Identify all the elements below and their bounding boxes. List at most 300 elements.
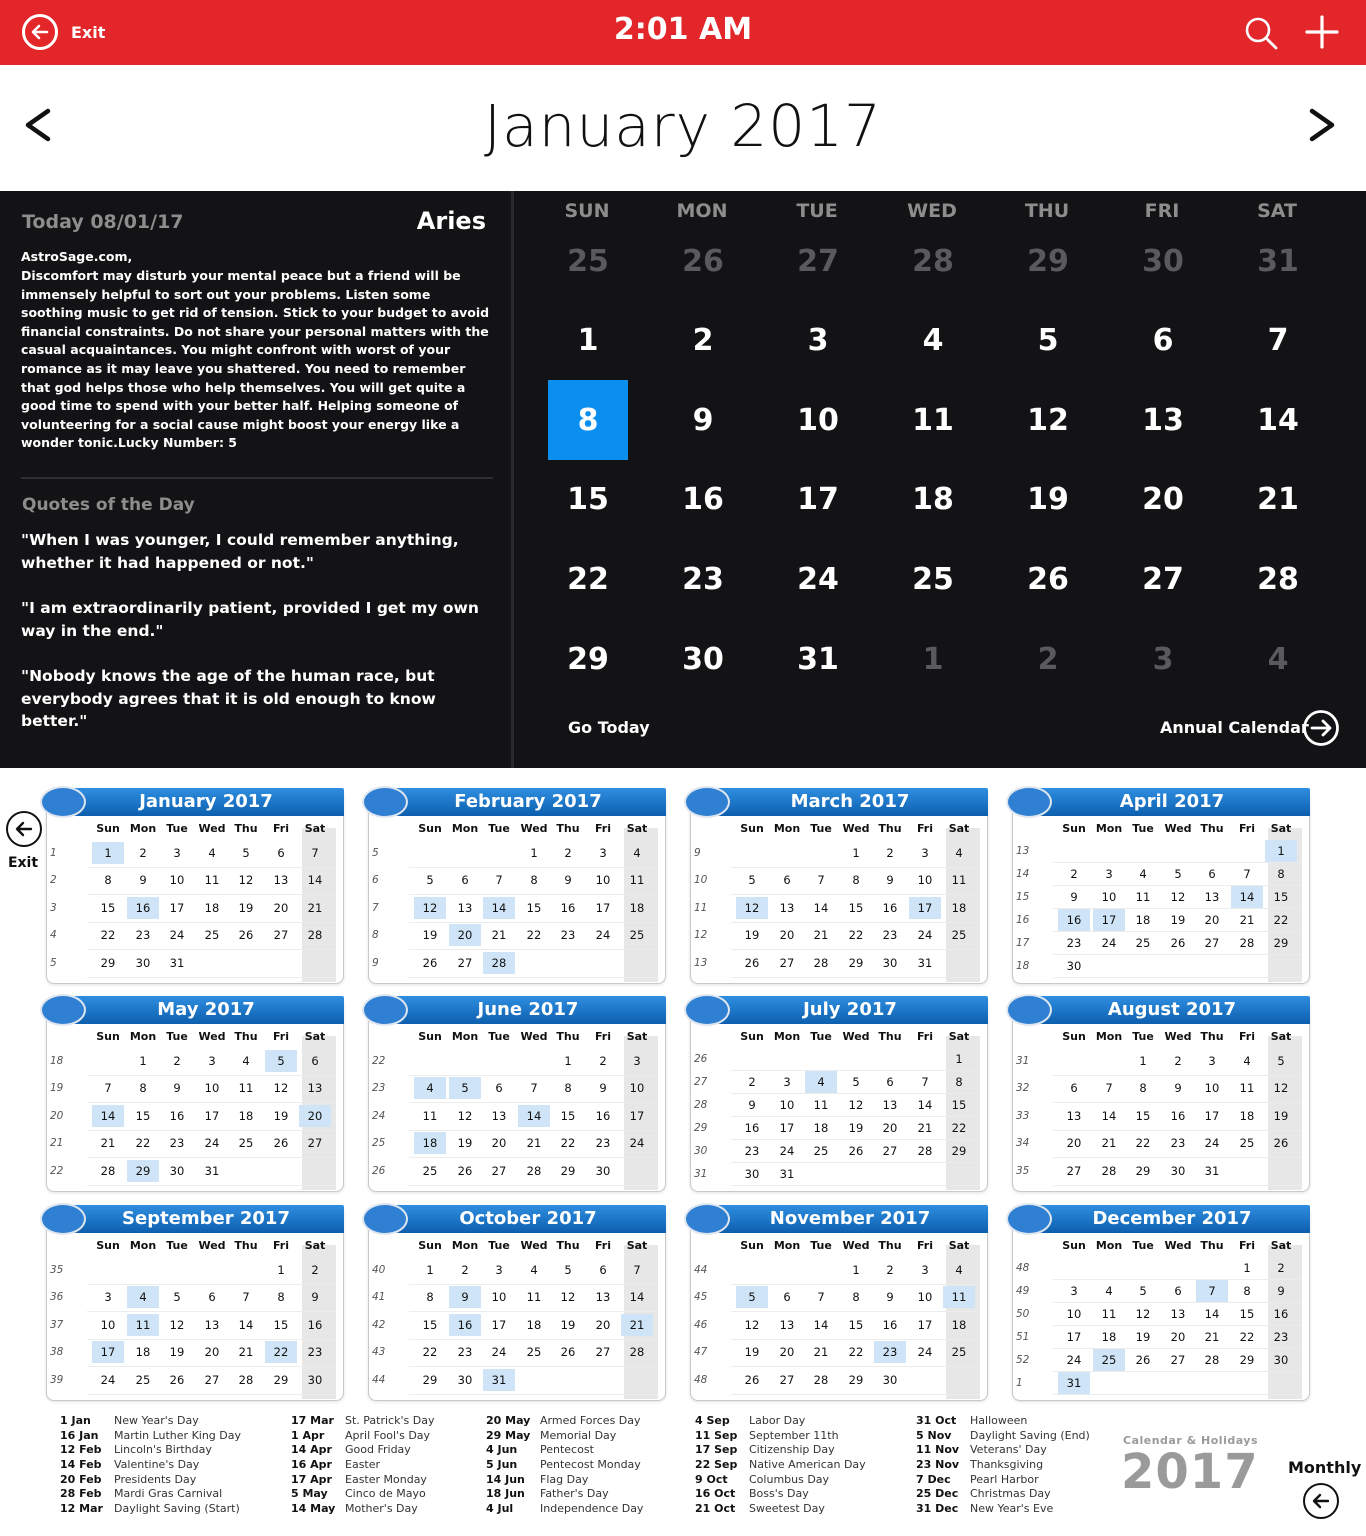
day-cell[interactable]: 21	[1257, 482, 1299, 518]
day-cell[interactable]: 15	[100, 900, 116, 915]
day-cell[interactable]: 25	[526, 1345, 542, 1360]
exit-button[interactable]	[22, 14, 105, 50]
day-cell[interactable]: 8	[277, 1290, 285, 1305]
day-cell[interactable]: 28	[629, 1345, 645, 1360]
day-cell[interactable]: 4	[208, 845, 216, 860]
day-cell[interactable]: 7	[817, 1290, 825, 1305]
day-cell[interactable]: 22	[526, 928, 542, 943]
day-cell[interactable]: 15	[1239, 1306, 1255, 1321]
day-cell[interactable]: 13	[779, 900, 795, 915]
day-cell[interactable]: 27	[779, 955, 795, 970]
day-cell[interactable]: 11	[951, 873, 967, 888]
day-cell[interactable]: 15	[526, 900, 542, 915]
day-cell[interactable]: 17	[595, 900, 611, 915]
day-cell[interactable]: 23	[1273, 1329, 1289, 1344]
day-cell[interactable]: 31	[797, 641, 839, 677]
day-cell[interactable]: 20	[1142, 482, 1184, 518]
day-cell[interactable]: 15	[848, 900, 864, 915]
day-cell[interactable]: 16	[595, 1108, 611, 1123]
day-cell[interactable]: 18	[135, 1345, 151, 1360]
day-cell[interactable]: 10	[629, 1081, 645, 1096]
day-cell[interactable]: 25	[1239, 1136, 1255, 1151]
day-cell[interactable]: 28	[912, 243, 954, 279]
day-cell[interactable]: 28	[917, 1143, 933, 1158]
day-cell[interactable]: 10	[595, 873, 611, 888]
day-cell[interactable]: 4	[1243, 1053, 1251, 1068]
day-cell[interactable]: 19	[1170, 912, 1186, 927]
day-cell[interactable]: 4	[633, 845, 641, 860]
day-cell[interactable]: 13	[491, 1108, 507, 1123]
day-cell[interactable]: 24	[204, 1136, 220, 1151]
day-cell[interactable]: 18	[1101, 1329, 1117, 1344]
day-cell[interactable]: 2	[311, 1262, 319, 1277]
day-cell[interactable]: 24	[1066, 1352, 1082, 1367]
day-cell[interactable]: 22	[100, 928, 116, 943]
day-cell[interactable]: 9	[692, 402, 714, 438]
day-cell[interactable]: 8	[1277, 866, 1285, 881]
day-cell[interactable]: 24	[629, 1136, 645, 1151]
annual-calendar-button[interactable]: Annual Calendar	[1160, 718, 1309, 737]
day-cell[interactable]: 20	[1066, 1136, 1082, 1151]
day-cell[interactable]: 27	[797, 243, 839, 279]
day-cell[interactable]: 20	[882, 1120, 898, 1135]
day-cell[interactable]: 5	[852, 1074, 860, 1089]
day-cell[interactable]: 18	[204, 900, 220, 915]
day-cell[interactable]: 27	[1142, 561, 1184, 597]
day-cell[interactable]: 25	[951, 928, 967, 943]
day-cell[interactable]: 22	[1273, 912, 1289, 927]
day-cell[interactable]: 18	[629, 900, 645, 915]
day-cell[interactable]: 9	[748, 1097, 756, 1112]
day-cell[interactable]: 6	[1070, 1081, 1078, 1096]
day-cell[interactable]: 26	[1027, 561, 1069, 597]
day-cell[interactable]: 9	[1174, 1081, 1182, 1096]
day-cell[interactable]: 14	[92, 1105, 124, 1127]
day-cell[interactable]: 22	[951, 1120, 967, 1135]
month-title[interactable]: February 2017	[390, 788, 666, 816]
day-cell[interactable]: 18	[813, 1120, 829, 1135]
day-cell[interactable]: 15	[273, 1317, 289, 1332]
day-cell[interactable]: 22	[265, 1341, 297, 1363]
day-cell[interactable]: 11	[1239, 1081, 1255, 1096]
day-cell[interactable]: 25	[567, 243, 609, 279]
day-cell[interactable]: 31	[917, 955, 933, 970]
day-cell[interactable]: 17	[204, 1108, 220, 1123]
day-cell[interactable]: 1	[1243, 1260, 1251, 1275]
day-cell[interactable]: 20	[1204, 912, 1220, 927]
day-cell[interactable]: 29	[273, 1372, 289, 1387]
day-cell[interactable]: 5	[1037, 323, 1059, 359]
day-cell[interactable]: 12	[744, 1317, 760, 1332]
day-cell[interactable]: 4	[242, 1053, 250, 1068]
day-cell[interactable]: 22	[560, 1136, 576, 1151]
day-cell[interactable]: 18	[951, 1317, 967, 1332]
day-cell[interactable]: 1	[92, 842, 124, 864]
day-cell[interactable]: 17	[779, 1120, 795, 1135]
day-cell[interactable]: 21	[1239, 912, 1255, 927]
day-cell[interactable]: 11	[629, 873, 645, 888]
day-cell[interactable]: 15	[1135, 1108, 1151, 1123]
day-cell[interactable]: 28	[813, 955, 829, 970]
month-title[interactable]: October 2017	[390, 1205, 666, 1233]
day-cell[interactable]: 5	[242, 845, 250, 860]
day-cell[interactable]: 21	[813, 928, 829, 943]
day-cell[interactable]: 31	[1257, 243, 1299, 279]
day-cell[interactable]: 31	[1058, 1372, 1090, 1394]
day-cell[interactable]: 13	[1204, 889, 1220, 904]
day-cell[interactable]: 14	[917, 1097, 933, 1112]
day-cell[interactable]: 19	[1027, 482, 1069, 518]
day-cell[interactable]: 23	[1170, 1136, 1186, 1151]
go-today-button[interactable]: Go Today	[568, 718, 650, 737]
day-cell[interactable]: 21	[526, 1136, 542, 1151]
day-cell[interactable]: 12	[169, 1317, 185, 1332]
day-cell[interactable]: 1	[852, 845, 860, 860]
day-cell[interactable]: 11	[422, 1108, 438, 1123]
day-cell[interactable]: 15	[135, 1108, 151, 1123]
day-cell[interactable]: 27	[457, 955, 473, 970]
day-cell[interactable]: 12	[273, 1081, 289, 1096]
day-cell[interactable]: 17	[797, 482, 839, 518]
day-cell[interactable]: 27	[204, 1372, 220, 1387]
day-cell[interactable]: 25	[1135, 935, 1151, 950]
day-cell[interactable]: 2	[1277, 1260, 1285, 1275]
day-cell[interactable]: 11	[943, 1286, 975, 1308]
day-cell[interactable]: 16	[744, 1120, 760, 1135]
day-cell[interactable]: 8	[530, 873, 538, 888]
day-cell[interactable]: 2	[1070, 866, 1078, 881]
day-cell[interactable]: 5	[564, 1262, 572, 1277]
day-cell[interactable]: 3	[783, 1074, 791, 1089]
day-cell[interactable]: 16	[307, 1317, 323, 1332]
day-cell[interactable]: 25	[135, 1372, 151, 1387]
day-cell[interactable]: 1	[426, 1262, 434, 1277]
day-cell[interactable]: 24	[100, 1372, 116, 1387]
day-cell[interactable]: 22	[1239, 1329, 1255, 1344]
day-cell[interactable]: 24	[595, 928, 611, 943]
day-cell[interactable]: 9	[886, 873, 894, 888]
day-cell[interactable]: 5	[736, 1286, 768, 1308]
day-cell[interactable]: 19	[560, 1317, 576, 1332]
day-cell[interactable]: 30	[1273, 1352, 1289, 1367]
day-cell[interactable]: 5	[1139, 1283, 1147, 1298]
day-cell[interactable]: 13	[204, 1317, 220, 1332]
day-cell[interactable]: 21	[238, 1345, 254, 1360]
day-cell[interactable]: 29	[951, 1143, 967, 1158]
day-cell[interactable]: 2	[461, 1262, 469, 1277]
day-cell[interactable]: 31	[1204, 1163, 1220, 1178]
day-cell[interactable]: 21	[491, 928, 507, 943]
day-cell[interactable]: 6	[495, 1081, 503, 1096]
day-cell[interactable]: 27	[1066, 1163, 1082, 1178]
selected-day-cell[interactable]: 8	[548, 380, 628, 460]
forward-arrow-circle-icon[interactable]	[1302, 709, 1340, 751]
day-cell[interactable]: 17	[92, 1341, 124, 1363]
day-cell[interactable]: 29	[127, 1160, 159, 1182]
day-cell[interactable]: 11	[204, 873, 220, 888]
day-cell[interactable]: 26	[457, 1163, 473, 1178]
day-cell[interactable]: 20	[779, 928, 795, 943]
day-cell[interactable]: 8	[426, 1290, 434, 1305]
plus-icon[interactable]	[1304, 14, 1340, 50]
day-cell[interactable]: 13	[1066, 1108, 1082, 1123]
day-cell[interactable]: 4	[414, 1077, 446, 1099]
day-cell[interactable]: 28	[526, 1163, 542, 1178]
day-cell[interactable]: 20	[449, 924, 481, 946]
day-cell[interactable]: 14	[1101, 1108, 1117, 1123]
day-cell[interactable]: 7	[633, 1262, 641, 1277]
day-cell[interactable]: 19	[1273, 1108, 1289, 1123]
day-cell[interactable]: 23	[307, 1345, 323, 1360]
day-cell[interactable]: 22	[422, 1345, 438, 1360]
day-cell[interactable]: 6	[311, 1053, 319, 1068]
day-cell[interactable]: 8	[852, 1290, 860, 1305]
day-cell[interactable]: 16	[1273, 1306, 1289, 1321]
day-cell[interactable]: 9	[173, 1081, 181, 1096]
day-cell[interactable]: 2	[173, 1053, 181, 1068]
day-cell[interactable]: 28	[483, 952, 515, 974]
day-cell[interactable]: 26	[848, 1143, 864, 1158]
day-cell[interactable]: 10	[917, 1290, 933, 1305]
day-cell[interactable]: 10	[917, 873, 933, 888]
day-cell[interactable]: 13	[595, 1290, 611, 1305]
day-cell[interactable]: 9	[564, 873, 572, 888]
month-title[interactable]: April 2017	[1034, 788, 1310, 816]
day-cell[interactable]: 10	[1101, 889, 1117, 904]
day-cell[interactable]: 20	[1170, 1329, 1186, 1344]
day-cell[interactable]: 9	[599, 1081, 607, 1096]
day-cell[interactable]: 24	[917, 1345, 933, 1360]
day-cell[interactable]: 1	[139, 1053, 147, 1068]
day-cell[interactable]: 6	[461, 873, 469, 888]
day-cell[interactable]: 26	[1170, 935, 1186, 950]
day-cell[interactable]: 12	[1135, 1306, 1151, 1321]
day-cell[interactable]: 24	[1101, 935, 1117, 950]
day-cell[interactable]: 8	[955, 1074, 963, 1089]
day-cell[interactable]: 19	[848, 1120, 864, 1135]
day-cell[interactable]: 18	[414, 1132, 446, 1154]
day-cell[interactable]: 27	[491, 1163, 507, 1178]
day-cell[interactable]: 26	[273, 1136, 289, 1151]
day-cell[interactable]: 25	[912, 561, 954, 597]
day-cell[interactable]: 8	[104, 873, 112, 888]
day-cell[interactable]: 15	[951, 1097, 967, 1112]
day-cell[interactable]: 18	[912, 482, 954, 518]
day-cell[interactable]: 25	[813, 1143, 829, 1158]
day-cell[interactable]: 8	[139, 1081, 147, 1096]
day-cell[interactable]: 3	[173, 845, 181, 860]
day-cell[interactable]: 23	[744, 1143, 760, 1158]
day-cell[interactable]: 14	[238, 1317, 254, 1332]
day-cell[interactable]: 13	[307, 1081, 323, 1096]
day-cell[interactable]: 25	[204, 928, 220, 943]
day-cell[interactable]: 1	[852, 1262, 860, 1277]
day-cell[interactable]: 10	[779, 1097, 795, 1112]
day-cell[interactable]: 1	[530, 845, 538, 860]
day-cell[interactable]: 16	[560, 900, 576, 915]
day-cell[interactable]: 3	[599, 845, 607, 860]
day-cell[interactable]: 16	[169, 1108, 185, 1123]
day-cell[interactable]: 19	[1135, 1329, 1151, 1344]
day-cell[interactable]: 16	[682, 482, 724, 518]
day-cell[interactable]: 2	[886, 845, 894, 860]
day-cell[interactable]: 30	[744, 1166, 760, 1181]
day-cell[interactable]: 2	[1037, 641, 1059, 677]
day-cell[interactable]: 15	[560, 1108, 576, 1123]
month-title[interactable]: July 2017	[712, 996, 988, 1024]
day-cell[interactable]: 3	[1070, 1283, 1078, 1298]
day-cell[interactable]: 27	[1170, 1352, 1186, 1367]
day-cell[interactable]: 7	[1105, 1081, 1113, 1096]
day-cell[interactable]: 1	[277, 1262, 285, 1277]
day-cell[interactable]: 7	[1267, 323, 1289, 359]
day-cell[interactable]: 15	[567, 482, 609, 518]
day-cell[interactable]: 30	[882, 955, 898, 970]
day-cell[interactable]: 24	[491, 1345, 507, 1360]
day-cell[interactable]: 1	[1139, 1053, 1147, 1068]
day-cell[interactable]: 20	[595, 1317, 611, 1332]
day-cell[interactable]: 7	[495, 873, 503, 888]
day-cell[interactable]: 16	[1170, 1108, 1186, 1123]
day-cell[interactable]: 5	[1174, 866, 1182, 881]
day-cell[interactable]: 3	[495, 1262, 503, 1277]
day-cell[interactable]: 6	[1174, 1283, 1182, 1298]
day-cell[interactable]: 22	[848, 928, 864, 943]
month-title[interactable]: March 2017	[712, 788, 988, 816]
month-title[interactable]: September 2017	[68, 1205, 344, 1233]
day-cell[interactable]: 17	[909, 897, 941, 919]
day-cell[interactable]: 23	[1066, 935, 1082, 950]
day-cell[interactable]: 24	[169, 928, 185, 943]
day-cell[interactable]: 30	[135, 955, 151, 970]
day-cell[interactable]: 7	[1243, 866, 1251, 881]
day-cell[interactable]: 23	[560, 928, 576, 943]
day-cell[interactable]: 17	[169, 900, 185, 915]
day-cell[interactable]: 29	[560, 1163, 576, 1178]
day-cell[interactable]: 30	[595, 1163, 611, 1178]
day-cell[interactable]: 29	[848, 955, 864, 970]
day-cell[interactable]: 19	[169, 1345, 185, 1360]
day-cell[interactable]: 30	[1142, 243, 1184, 279]
day-cell[interactable]: 2	[139, 845, 147, 860]
day-cell[interactable]: 29	[1135, 1163, 1151, 1178]
day-cell[interactable]: 4	[955, 845, 963, 860]
day-cell[interactable]: 6	[783, 1290, 791, 1305]
day-cell[interactable]: 21	[813, 1345, 829, 1360]
day-cell[interactable]: 9	[1070, 889, 1078, 904]
day-cell[interactable]: 12	[414, 897, 446, 919]
day-cell[interactable]: 24	[797, 561, 839, 597]
day-cell[interactable]: 13	[457, 900, 473, 915]
day-cell[interactable]: 14	[1204, 1306, 1220, 1321]
day-cell[interactable]: 29	[567, 641, 609, 677]
day-cell[interactable]: 22	[848, 1345, 864, 1360]
day-cell[interactable]: 8	[1243, 1283, 1251, 1298]
day-cell[interactable]: 16	[449, 1314, 481, 1336]
day-cell[interactable]: 23	[457, 1345, 473, 1360]
day-cell[interactable]: 31	[779, 1166, 795, 1181]
day-cell[interactable]: 15	[848, 1317, 864, 1332]
day-cell[interactable]: 25	[951, 1345, 967, 1360]
day-cell[interactable]: 6	[783, 873, 791, 888]
day-cell[interactable]: 5	[449, 1077, 481, 1099]
day-cell[interactable]: 5	[265, 1050, 297, 1072]
day-cell[interactable]: 3	[1208, 1053, 1216, 1068]
day-cell[interactable]: 6	[599, 1262, 607, 1277]
day-cell[interactable]: 25	[629, 928, 645, 943]
day-cell[interactable]: 29	[100, 955, 116, 970]
day-cell[interactable]: 23	[874, 1341, 906, 1363]
day-cell[interactable]: 10	[1204, 1081, 1220, 1096]
day-cell[interactable]: 30	[1066, 958, 1082, 973]
day-cell[interactable]: 19	[422, 928, 438, 943]
day-cell[interactable]: 2	[886, 1262, 894, 1277]
day-cell[interactable]: 5	[426, 873, 434, 888]
day-cell[interactable]: 8	[852, 873, 860, 888]
day-cell[interactable]: 19	[457, 1136, 473, 1151]
day-cell[interactable]: 26	[744, 955, 760, 970]
day-cell[interactable]: 27	[273, 928, 289, 943]
day-cell[interactable]: 15	[1273, 889, 1289, 904]
day-cell[interactable]: 3	[104, 1290, 112, 1305]
day-cell[interactable]: 30	[169, 1163, 185, 1178]
day-cell[interactable]: 14	[483, 897, 515, 919]
day-cell[interactable]: 14	[813, 1317, 829, 1332]
day-cell[interactable]: 18	[238, 1108, 254, 1123]
day-cell[interactable]: 23	[682, 561, 724, 597]
day-cell[interactable]: 13	[779, 1317, 795, 1332]
day-cell[interactable]: 16	[1058, 909, 1090, 931]
day-cell[interactable]: 25	[422, 1163, 438, 1178]
day-cell[interactable]: 31	[204, 1163, 220, 1178]
day-cell[interactable]: 4	[530, 1262, 538, 1277]
month-title[interactable]: August 2017	[1034, 996, 1310, 1024]
day-cell[interactable]: 26	[169, 1372, 185, 1387]
day-cell[interactable]: 17	[1204, 1108, 1220, 1123]
month-title[interactable]: December 2017	[1034, 1205, 1310, 1233]
day-cell[interactable]: 13	[1142, 402, 1184, 438]
day-cell[interactable]: 9	[449, 1286, 481, 1308]
day-cell[interactable]: 29	[848, 1372, 864, 1387]
day-cell[interactable]: 30	[882, 1372, 898, 1387]
day-cell[interactable]: 21	[1204, 1329, 1220, 1344]
day-cell[interactable]: 26	[422, 955, 438, 970]
day-cell[interactable]: 14	[307, 873, 323, 888]
day-cell[interactable]: 14	[518, 1105, 550, 1127]
day-cell[interactable]: 28	[1204, 1352, 1220, 1367]
day-cell[interactable]: 14	[1231, 886, 1263, 908]
day-cell[interactable]: 12	[1170, 889, 1186, 904]
day-cell[interactable]: 26	[1273, 1136, 1289, 1151]
day-cell[interactable]: 3	[1105, 866, 1113, 881]
day-cell[interactable]: 4	[1139, 866, 1147, 881]
day-cell[interactable]: 15	[422, 1317, 438, 1332]
day-cell[interactable]: 18	[1239, 1108, 1255, 1123]
day-cell[interactable]: 17	[1066, 1329, 1082, 1344]
day-cell[interactable]: 22	[1135, 1136, 1151, 1151]
day-cell[interactable]: 7	[242, 1290, 250, 1305]
month-title[interactable]: January 2017	[68, 788, 344, 816]
day-cell[interactable]: 6	[886, 1074, 894, 1089]
day-cell[interactable]: 23	[169, 1136, 185, 1151]
day-cell[interactable]: 6	[277, 845, 285, 860]
day-cell[interactable]: 20	[779, 1345, 795, 1360]
day-cell[interactable]: 23	[882, 928, 898, 943]
day-cell[interactable]: 27	[882, 1143, 898, 1158]
day-cell[interactable]: 10	[100, 1317, 116, 1332]
day-cell[interactable]: 14	[1257, 402, 1299, 438]
day-cell[interactable]: 9	[139, 873, 147, 888]
